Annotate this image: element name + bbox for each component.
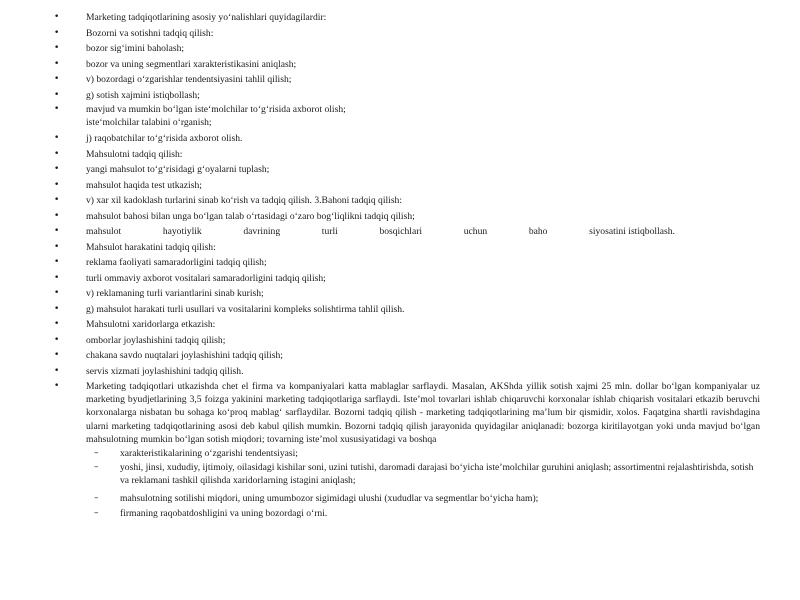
list-item-text: • mavjud va mumkin bo‘lgan iste‘molchilar to‘g‘risida axborot olish; [86, 104, 346, 115]
list-item [0, 271, 760, 287]
list-item-text: yangi mahsulot to‘g‘risidagi g‘oyalarni tuplash; [86, 164, 270, 175]
list-item-text: v) xar xil kadoklash turlarini sinab ko‘rish va tadqiq qilish. 3.Bahoni tadqiq qilish: [86, 195, 403, 206]
list-item-text: chakana savdo nuqtalari joylashishini tadqiq qilish; [86, 350, 283, 361]
list-item-text: mahsulot bahosi bilan unga bo‘lgan talab o‘rtasidagi o‘zaro bog‘liqlikni tadqiq qilish; [86, 210, 415, 222]
list-item-text: v) bozordagi o‘zgarishlar tendentsiyasini tahlil qilish; [86, 74, 292, 85]
list-item [0, 255, 760, 271]
list-item [0, 147, 760, 163]
list-item-text: reklama faoliyati samaradorligini tadqiq qilish; [86, 257, 267, 268]
list-item-text: omborlar joylashishini tadqiq qilish; [86, 334, 226, 346]
list-item [0, 26, 760, 42]
word: davrining [243, 226, 281, 237]
list-item-text: iste‘molchilar talabini o‘rganish; [86, 117, 212, 128]
justified-line [86, 224, 760, 240]
list-item [0, 88, 760, 104]
list-item [0, 240, 760, 256]
dash-item-text: firmaning raqobatdoshligini va uning bozordagi o‘rni. [120, 508, 328, 520]
list-item-text: bozor va uning segmentlari xarakteristikasini aniqlash; [86, 58, 297, 70]
list-item [0, 348, 760, 364]
list-item-text: Mahsulotni tadqiq qilish: [86, 148, 183, 160]
dash-item [0, 446, 760, 461]
bullet-list [0, 10, 760, 446]
list-item [0, 209, 760, 225]
word: turli [321, 226, 338, 237]
list-item [0, 10, 760, 26]
list-item-text: v) reklamaning turli variantlarini sinab kurish; [86, 288, 264, 299]
list-item [0, 364, 760, 380]
dash-item [0, 491, 760, 506]
list-item-text: servis xizmati joylashishini tadqiq qilish. [86, 365, 244, 377]
list-item [0, 317, 760, 333]
list-item [0, 302, 760, 318]
list-item-text: g) mahsulot harakati turli usullari va vositalarini kompleks solishtirma tahlil qilish. [86, 303, 405, 315]
word: • mahsulot [86, 226, 122, 237]
list-item-text: j) raqobatchilar to‘g‘risida axborot olish. [86, 133, 243, 144]
list-item-text: turli ommaviy axborot vositalari samaradorligini tadqiq qilish; [86, 272, 326, 284]
list-item [0, 224, 760, 240]
list-item [0, 193, 760, 209]
word: siyosatini istiqbollash. [589, 226, 675, 237]
list-item-text: mahsulot haqida test utkazish; [86, 179, 202, 191]
word: bosqichlari [379, 226, 423, 237]
list-item-text: g) sotish xajmini istiqbollash; [86, 89, 200, 101]
list-item [0, 57, 760, 73]
dash-list [0, 446, 760, 521]
list-item [0, 286, 760, 302]
list-item [0, 178, 760, 194]
dash-item [0, 506, 760, 521]
list-item-text: Mahsulotni xaridorlarga etkazish: [86, 319, 216, 330]
list-item-text: bozor sig‘imini baholash; [86, 43, 185, 54]
list-item [0, 131, 760, 147]
dash-item-text: yoshi, jinsi, xududiy, ijtimoiy, oilasidagi kishilar soni, uzini tutishi, daromadi darajasi bo‘yicha iste’molchilar guruhini aniqlash; assortimentni rejalashtirishda, sotish va reklamani tashkil qilishda xaridorlarning istagini aniqlash; [120, 462, 754, 487]
word: baho [528, 226, 548, 237]
list-item [0, 103, 760, 131]
dash-item [0, 461, 760, 487]
list-item [0, 162, 760, 178]
list-item-text: Bozorni va sotishni tadqiq qilish: [86, 27, 214, 39]
word: hayotiylik [162, 226, 202, 237]
dash-item-text: mahsulotning sotilishi miqdori, uning umumbozor sigimidagi ulushi (xududlar va segmentlar bo‘yicha ham); [120, 493, 539, 505]
list-item [0, 333, 760, 349]
body-paragraph: • Marketing tadqiqotlari utkazishda chet el firma va kompaniyalari katta mablaglar sarflaydi. Masalan, AKShda yillik sotish xajmi 25 mln. dollar bo‘lgan kompaniyalar uz marketing byudjetlarining 3,5 foizga yakinini marketing tadqiqotlariga sarflaydi. Iste’mol tovarlari ishlab chiqaruvchi korxonalar ishlab chiqarish vositalari etkazib beruvchi korxonalarga nisbatan bu sohaga ko‘proq mablag‘ sarflaydilar. Bozorni tadqiq qilish - marketing tadqiqotlarining ma’lum bir qismidir, xolos. Faqatgina shartli ravishdagina ularni marketing tadqiqotlarining asosi deb kabul qilish mumkin. Bozorni tadqiq qilish jarayonida quyidagilar aniqlanadi: bozorga kiritilayotgan yoki unda mavjud bo‘lgan mahsulotning mumkin bo‘lgan sotish miqdori; tovarning iste’mol xususiyatidagi va boshqa [86, 381, 760, 445]
list-item-text: Mahsulot harakatini tadqiq qilish: [86, 241, 216, 253]
word: uchun [463, 226, 488, 237]
list-item [0, 72, 760, 88]
list-item-text: Marketing tadqiqotlarining asosiy yo‘nalishlari quyidagilardir: [86, 12, 327, 23]
list-item [0, 379, 760, 446]
dash-item-text: xarakteristikalarining o‘zgarishi tendentsiyasi; [120, 448, 298, 460]
list-item [0, 41, 760, 57]
